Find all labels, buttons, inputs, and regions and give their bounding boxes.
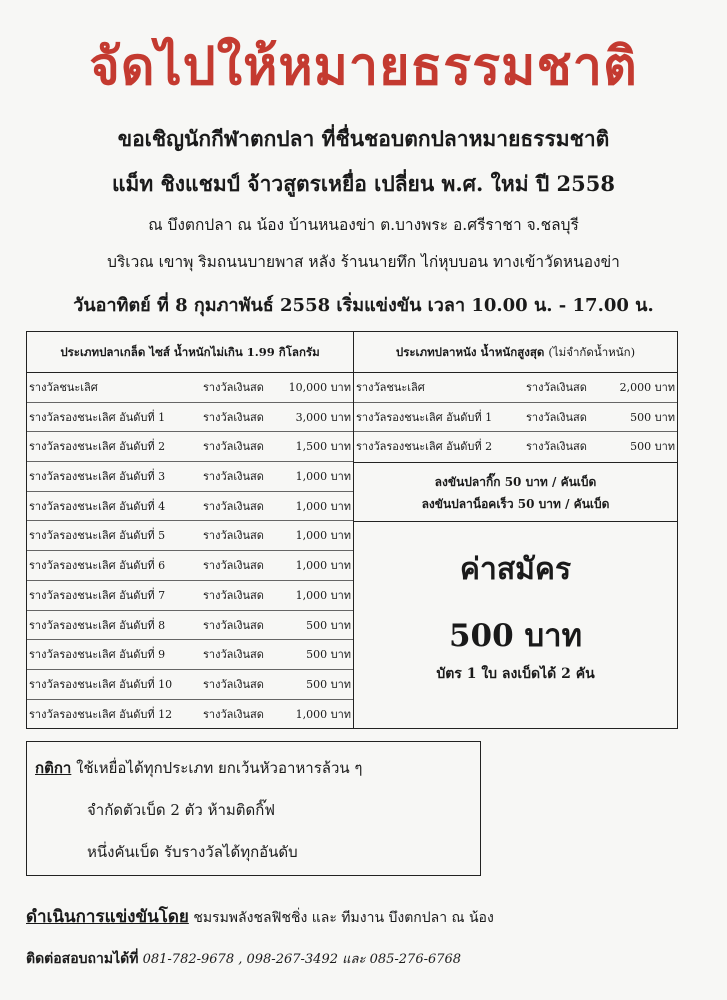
- entry-fee-note: บัตร 1 ใบ ลงเบ็ดได้ 2 คัน: [436, 666, 595, 683]
- contact-line: [26, 948, 461, 970]
- entry-fee: [354, 522, 677, 686]
- poster-title: จัดไปให้หมายธรรมชาติ: [89, 37, 638, 97]
- venue-line: ณ บึงตกปลา ณ น้อง บ้านหนองข่า ต.บางพระ อ.ศรีราชา จ.ชลบุรี: [148, 216, 579, 234]
- prize-row: [27, 611, 353, 641]
- prize-amount: 500 บาท: [306, 618, 351, 632]
- prize-rank: รางวัลรองชนะเลิศ อันดับที่ 10: [29, 677, 173, 691]
- prize-rank: รางวัลรองชนะเลิศ อันดับที่ 2: [29, 440, 166, 454]
- prize-rank: รางวัลรองชนะเลิศ อันดับที่ 12: [29, 707, 173, 721]
- prize-row: [354, 403, 677, 433]
- invite-line: ขอเชิญนักกีฬาตกปลา ที่ชื่นชอบตกปลาหมายธรรมชาติ: [117, 126, 610, 151]
- prize-rank: รางวัลชนะเลิศ: [29, 381, 98, 394]
- prize-amount: 1,000 บาท: [295, 499, 351, 513]
- prize-kind: รางวัลเงินสด: [203, 677, 264, 691]
- rule-line: [35, 756, 362, 780]
- prize-kind: รางวัลเงินสด: [203, 381, 264, 394]
- prize-row: [27, 551, 353, 581]
- catfish-category: [354, 332, 677, 728]
- prize-kind: รางวัลเงินสด: [526, 440, 587, 454]
- prize-kind: รางวัลเงินสด: [203, 529, 264, 543]
- prize-amount: 500 บาท: [630, 440, 675, 454]
- catfish-heading-title: ประเภทปลาหนัง น้ำหนักสูงสุด: [395, 345, 545, 359]
- entry-fee-title: ค่าสมัคร: [459, 552, 572, 588]
- prize-row: [27, 403, 353, 433]
- prize-rank: รางวัลรองชนะเลิศ อันดับที่ 1: [29, 410, 166, 424]
- prize-kind: รางวัลเงินสด: [203, 410, 264, 424]
- catfish-heading-note: (ไม่จำกัดน้ำหนัก): [548, 345, 636, 359]
- prize-amount: 2,000 บาท: [619, 381, 675, 394]
- prize-amount: 1,000 บาท: [295, 707, 351, 721]
- prize-row: [354, 373, 677, 403]
- prize-amount: 1,000 บาท: [295, 559, 351, 573]
- catfish-heading: [354, 332, 677, 373]
- side-bet-line: ลงขันปลาน็อคเร็ว 50 บาท / คันเบ็ด: [421, 497, 610, 512]
- prize-amount: 1,000 บาท: [295, 529, 351, 543]
- prize-kind: รางวัลเงินสด: [203, 470, 264, 484]
- prize-rank: รางวัลรองชนะเลิศ อันดับที่ 9: [29, 648, 166, 662]
- prize-row: [27, 640, 353, 670]
- prize-rank: รางวัลรองชนะเลิศ อันดับที่ 1: [356, 410, 493, 424]
- rules-label: กติกา: [35, 759, 72, 777]
- prize-kind: รางวัลเงินสด: [203, 440, 264, 454]
- prize-row: [27, 581, 353, 611]
- entry-fee-amount: 500 บาท: [448, 618, 583, 655]
- location-detail-line: บริเวณ เขาพุ ริมถนนบายพาส หลัง ร้านนายทึก ไก่หุบบอน ทางเข้าวัดหนองข่า: [107, 253, 620, 271]
- prize-kind: รางวัลเงินสด: [203, 588, 264, 602]
- prize-table: [26, 331, 678, 729]
- prize-kind: รางวัลเงินสด: [203, 618, 264, 632]
- prize-amount: 1,500 บาท: [295, 440, 351, 454]
- organizer-label: ดำเนินการแข่งขันโดย: [26, 907, 189, 927]
- prize-rank: รางวัลรองชนะเลิศ อันดับที่ 6: [29, 559, 166, 573]
- prize-kind: รางวัลเงินสด: [203, 707, 264, 721]
- rules-box: [26, 741, 481, 876]
- prize-kind: รางวัลเงินสด: [203, 648, 264, 662]
- prize-kind: รางวัลเงินสด: [203, 499, 264, 513]
- prize-row: [27, 670, 353, 700]
- contact-phones: 081-782-9678 , 098-267-3492 และ 085-276-6768: [142, 952, 462, 967]
- prize-amount: 500 บาท: [306, 677, 351, 691]
- side-bets: [354, 462, 677, 522]
- rule-line: หนึ่งคันเบ็ด รับรางวัลได้ทุกอันดับ: [87, 843, 298, 861]
- date-time-line: วันอาทิตย์ ที่ 8 กุมภาพันธ์ 2558 เริ่มแข่งขัน เวลา 10.00 น. - 17.00 น.: [73, 295, 654, 316]
- prize-row: [27, 462, 353, 492]
- side-bet-line: ลงขันปลากิ๊ก 50 บาท / คันเบ็ด: [434, 475, 597, 490]
- prize-row: [354, 432, 677, 462]
- rule-text: ใช้เหยื่อได้ทุกประเภท ยกเว้นหัวอาหารล้วน ๆ: [76, 759, 363, 777]
- prize-rank: รางวัลรองชนะเลิศ อันดับที่ 7: [29, 588, 166, 602]
- prize-rank: รางวัลรองชนะเลิศ อันดับที่ 4: [29, 499, 166, 513]
- prize-kind: รางวัลเงินสด: [526, 410, 587, 424]
- prize-row: [27, 492, 353, 522]
- prize-amount: 1,000 บาท: [295, 588, 351, 602]
- prize-amount: 500 บาท: [306, 648, 351, 662]
- prize-rank: รางวัลรองชนะเลิศ อันดับที่ 5: [29, 529, 166, 543]
- prize-amount: 1,000 บาท: [295, 470, 351, 484]
- prize-row: [27, 373, 353, 403]
- scale-fish-heading: ประเภทปลาเกล็ด ไซส์ น้ำหนักไม่เกิน 1.99 กิโลกรัม: [27, 332, 353, 373]
- prize-row: [27, 521, 353, 551]
- organizer-line: [26, 903, 494, 930]
- event-name-line: แม็ท ชิงแชมป์ จ้าวสูตรเหยื่อ เปลี่ยน พ.ศ. ใหม่ ปี 2558: [112, 171, 615, 196]
- rule-line: จำกัดตัวเบ็ด 2 ตัว ห้ามติดกิ๊ฟ: [87, 801, 275, 819]
- prize-amount: 3,000 บาท: [295, 410, 351, 424]
- prize-row: [27, 700, 353, 730]
- organizer-text: ชมรมพลังชลฟิชชิ่ง และ ทีมงาน บึงตกปลา ณ น้อง: [193, 910, 494, 926]
- prize-kind: รางวัลเงินสด: [203, 559, 264, 573]
- prize-amount: 10,000 บาท: [288, 381, 351, 394]
- prize-rank: รางวัลชนะเลิศ: [356, 381, 425, 394]
- contact-label: ติดต่อสอบถามได้ที่: [26, 951, 139, 967]
- prize-row: [27, 432, 353, 462]
- scale-fish-category: [27, 332, 354, 728]
- prize-kind: รางวัลเงินสด: [526, 381, 587, 394]
- prize-rank: รางวัลรองชนะเลิศ อันดับที่ 2: [356, 440, 493, 454]
- prize-rank: รางวัลรองชนะเลิศ อันดับที่ 8: [29, 618, 166, 632]
- prize-amount: 500 บาท: [630, 410, 675, 424]
- prize-rank: รางวัลรองชนะเลิศ อันดับที่ 3: [29, 470, 166, 484]
